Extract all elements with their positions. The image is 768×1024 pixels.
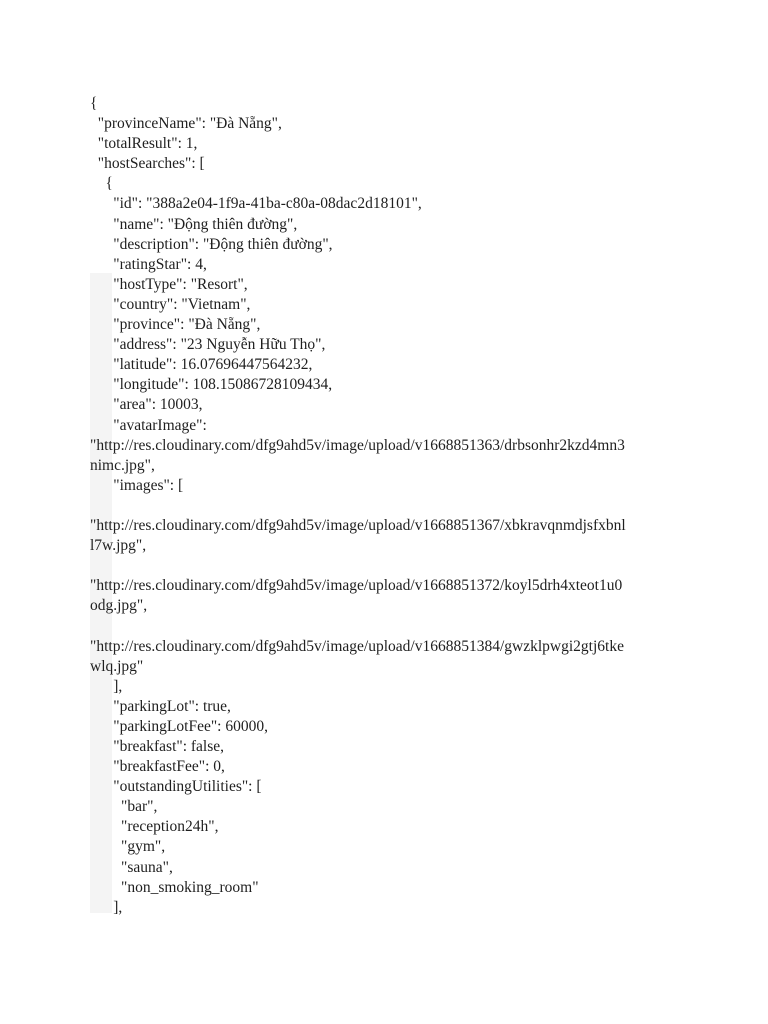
json-line: "hostSearches": [: [90, 155, 205, 173]
json-line: "name": "Động thiên đường",: [90, 215, 298, 233]
json-text-block: [90, 94, 690, 918]
json-line: "totalResult": 1,: [90, 135, 198, 153]
json-line: ],: [90, 677, 123, 695]
json-line: "latitude": 16.07696447564232,: [90, 356, 313, 374]
json-line: "sauna",: [90, 858, 173, 876]
json-line: "outstandingUtilities": [: [90, 778, 262, 796]
json-line: "hostType": "Resort",: [90, 275, 248, 293]
json-line: "breakfastFee": 0,: [90, 758, 225, 776]
json-line: "non_smoking_room": [90, 878, 259, 896]
json-line: "country": "Vietnam",: [90, 295, 251, 313]
json-line: {: [90, 175, 113, 193]
json-line: "avatarImage":: [90, 416, 207, 434]
json-line: ],: [90, 898, 123, 916]
blank-line: [90, 496, 690, 516]
json-line: "address": "23 Nguyễn Hữu Thọ",: [90, 336, 326, 354]
json-line: "http://res.cloudinary.com/dfg9ahd5v/image/upload/v1668851384/gwzklpwgi2gtj6tke: [90, 637, 624, 655]
blank-line: [90, 616, 690, 636]
json-line: "ratingStar": 4,: [90, 255, 207, 273]
json-line: odg.jpg",: [90, 597, 148, 615]
json-line: "reception24h",: [90, 818, 219, 836]
json-line: "provinceName": "Đà Nẵng",: [90, 115, 282, 133]
json-line: {: [90, 95, 98, 112]
json-line: "area": 10003,: [90, 396, 203, 414]
json-line: l7w.jpg",: [90, 537, 147, 555]
json-line: "images": [: [90, 476, 184, 494]
json-line: "id": "388a2e04-1f9a-41ba-c80a-08dac2d18101",: [90, 195, 422, 213]
json-line: "parkingLot": true,: [90, 697, 231, 715]
json-line: "http://res.cloudinary.com/dfg9ahd5v/image/upload/v1668851367/xbkravqnmdjsfxbnl: [90, 516, 626, 534]
json-line: "description": "Động thiên đường",: [90, 235, 333, 253]
json-line: "parkingLotFee": 60000,: [90, 717, 268, 735]
json-line: "http://res.cloudinary.com/dfg9ahd5v/image/upload/v1668851372/koyl5drh4xteot1u0: [90, 577, 623, 595]
blank-line: [90, 556, 690, 576]
json-line: wlq.jpg": [90, 657, 144, 675]
json-line: "breakfast": false,: [90, 738, 225, 755]
json-line: "gym",: [90, 838, 166, 856]
json-line: "longitude": 108.15086728109434,: [90, 376, 333, 394]
json-line: "bar",: [90, 798, 158, 816]
json-line: nimc.jpg",: [90, 456, 155, 474]
json-line: "http://res.cloudinary.com/dfg9ahd5v/image/upload/v1668851363/drbsonhr2kzd4mn3: [90, 436, 625, 454]
json-line: "province": "Đà Nẵng",: [90, 316, 261, 334]
